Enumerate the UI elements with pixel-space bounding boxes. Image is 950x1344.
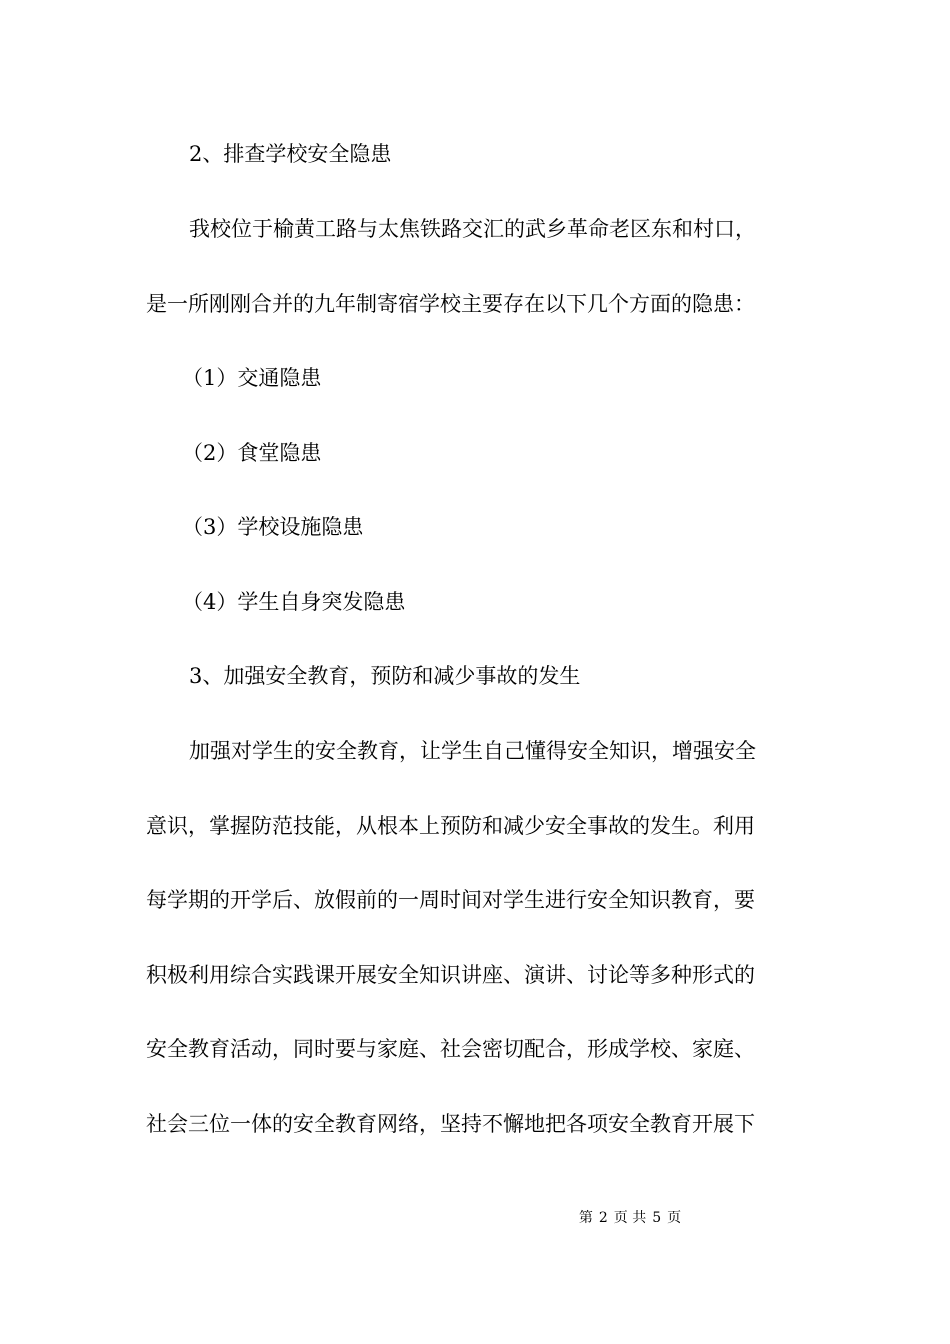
footer-prefix: 第 <box>578 1210 593 1226</box>
section-heading-2: 2、排查学校安全隐患 <box>189 142 392 166</box>
section-heading-3: 3、加强安全教育，预防和减少事故的发生 <box>189 664 581 688</box>
footer-middle: 页 共 <box>613 1210 647 1226</box>
footer-total-pages: 5 <box>652 1210 662 1226</box>
paragraph-line: 社会三位一体的安全教育网络，坚持不懈地把各项安全教育开展下 <box>146 1112 755 1136</box>
list-item: （2）食堂隐患 <box>182 441 322 465</box>
paragraph-line: 加强对学生的安全教育，让学生自己懂得安全知识，增强安全 <box>189 739 756 763</box>
page-footer <box>0 1208 950 1228</box>
paragraph-line: 每学期的开学后、放假前的一周时间对学生进行安全知识教育，要 <box>146 888 755 912</box>
paragraph-line: 我校位于榆黄工路与太焦铁路交汇的武乡革命老区东和村口， <box>189 217 756 241</box>
paragraph-line: 是一所刚刚合并的九年制寄宿学校主要存在以下几个方面的隐患： <box>146 292 755 316</box>
paragraph-line: 安全教育活动，同时要与家庭、社会密切配合，形成学校、家庭、 <box>146 1037 755 1061</box>
list-item: （3）学校设施隐患 <box>182 515 364 539</box>
footer-suffix: 页 <box>667 1210 682 1226</box>
paragraph-line: 积极利用综合实践课开展安全知识讲座、演讲、讨论等多种形式的 <box>146 963 755 987</box>
list-item: （4）学生自身突发隐患 <box>182 590 406 614</box>
paragraph-line: 意识，掌握防范技能，从根本上预防和减少安全事故的发生。利用 <box>146 814 755 838</box>
list-item: （1）交通隐患 <box>182 366 322 390</box>
footer-page-number: 2 <box>598 1210 608 1226</box>
